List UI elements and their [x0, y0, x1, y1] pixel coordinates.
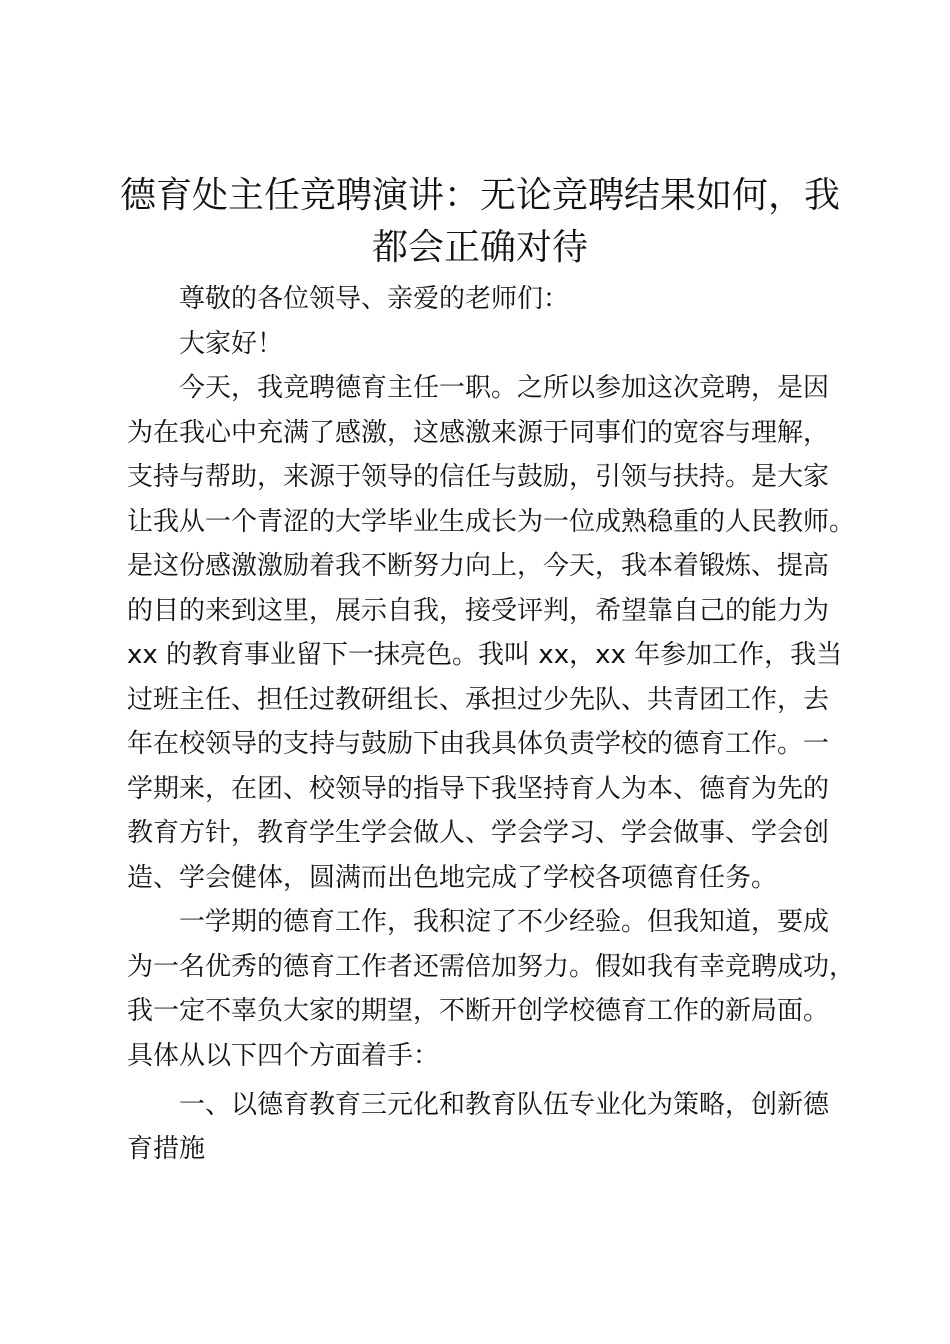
- salutation: 尊敬的各位领导、亲爱的老师们：: [179, 284, 570, 314]
- paragraph-line: 今天，我竞聘德育主任一职。之所以参加这次竞聘，是因: [179, 373, 830, 403]
- paragraph-line: 教育方针，教育学生学会做人、学会学习、学会做事、学会创: [127, 818, 830, 848]
- paragraph-line: 一学期的德育工作，我积淀了不少经验。但我知道，要成: [179, 907, 830, 937]
- paragraph-line: 为一名优秀的德育工作者还需倍加努力。假如我有幸竞聘成功，: [127, 951, 856, 982]
- paragraph-line: 是这份感激激励着我不断努力向上，今天，我本着锻炼、提高: [127, 551, 830, 581]
- title-line-2: 都会正确对待: [371, 227, 588, 268]
- salutation-block: [127, 277, 837, 366]
- paragraph-2: [127, 900, 856, 1078]
- paragraph-line: 过班主任、担任过教研组长、承担过少先队、共青团工作，去: [127, 684, 830, 715]
- paragraph-1: [127, 366, 856, 900]
- section-heading-line: 育措施: [127, 1134, 206, 1164]
- paragraph-line: 具体从以下四个方面着手：: [127, 1040, 440, 1071]
- title-line-1: 德育处主任竞聘演讲：无论竞聘结果如何，我: [119, 175, 840, 216]
- section-heading-line: 一、以德育教育三元化和教育队伍专业化为策略，创新德: [179, 1090, 830, 1120]
- paragraph-line: xx 的教育事业留下一抹亮色。我叫 xx，xx 年参加工作，我当: [127, 640, 843, 670]
- paragraph-line: 造、学会健体，圆满而出色地完成了学校各项德育任务。: [127, 862, 778, 893]
- section-heading-1: [127, 1083, 837, 1171]
- paragraph-line: 让我从一个青涩的大学毕业生成长为一位成熟稳重的人民教师。: [127, 506, 856, 537]
- paragraph-line: 年在校领导的支持与鼓励下由我具体负责学校的德育工作。一: [127, 729, 830, 759]
- paragraph-line: 学期来，在团、校领导的指导下我坚持育人为本、德育为先的: [127, 773, 830, 804]
- paragraph-line: 为在我心中充满了感激，这感激来源于同事们的宽容与理解，: [127, 417, 830, 448]
- document-title: [110, 170, 850, 274]
- greeting: 大家好！: [179, 328, 284, 359]
- paragraph-line: 我一定不辜负大家的期望，不断开创学校德育工作的新局面。: [127, 996, 830, 1026]
- paragraph-line: 支持与帮助，来源于领导的信任与鼓励，引领与扶持。是大家: [127, 462, 830, 492]
- paragraph-line: 的目的来到这里，展示自我，接受评判，希望靠自己的能力为: [127, 595, 830, 626]
